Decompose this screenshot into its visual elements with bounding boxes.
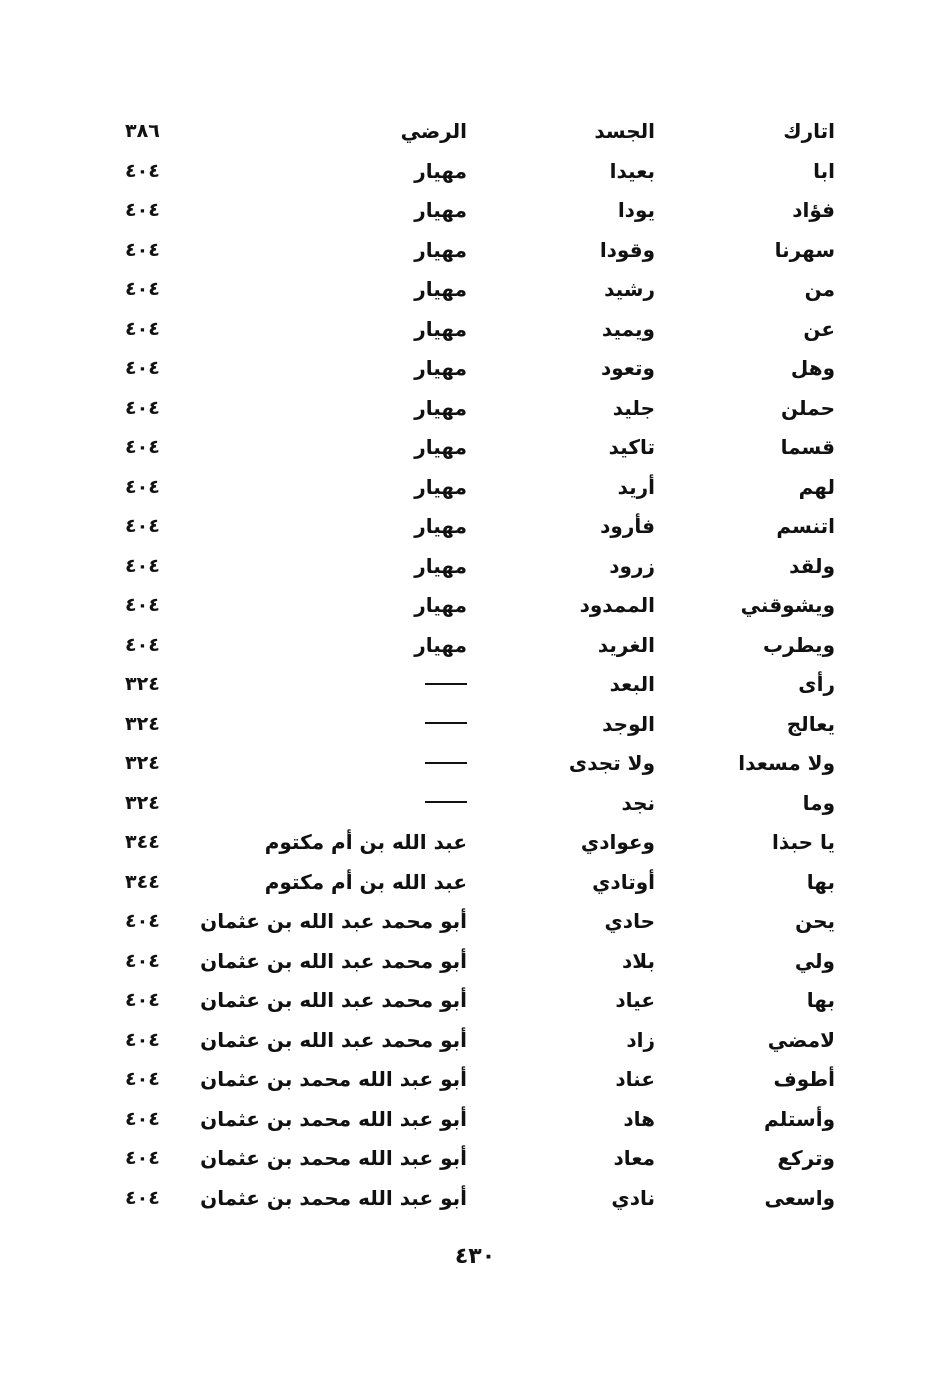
poet-cell bbox=[425, 746, 467, 780]
first-word-cell: اتارك bbox=[783, 119, 835, 143]
page-ref-cell: ٤٠٤ bbox=[125, 317, 160, 340]
empty-dash bbox=[425, 722, 467, 724]
page-ref-cell: ٤٠٤ bbox=[125, 278, 160, 300]
page-ref-cell: ٤٠٤ bbox=[125, 1186, 160, 1209]
poet-cell: مهيار bbox=[414, 158, 467, 183]
rhyme-word-cell: الوجد bbox=[602, 711, 655, 736]
rhyme-word-cell: يودا bbox=[617, 198, 655, 222]
poet-cell: أبو عبد الله محمد بن عثمان bbox=[200, 1146, 467, 1170]
poet-cell: مهيار bbox=[414, 395, 467, 420]
poet-cell: مهيار bbox=[414, 593, 467, 617]
poet-cell: مهيار bbox=[414, 435, 467, 459]
first-word-cell: لهم bbox=[798, 474, 835, 499]
page-ref-cell: ٤٠٤ bbox=[125, 475, 160, 498]
page-ref-cell: ٣٢٤ bbox=[125, 752, 160, 774]
rhyme-word-cell: أوتادي bbox=[592, 869, 655, 894]
first-word-cell: فؤاد bbox=[792, 198, 835, 222]
page-ref-cell: ٤٠٤ bbox=[125, 949, 160, 972]
rhyme-word-cell: معاد bbox=[613, 1146, 655, 1170]
rhyme-word-cell: جليد bbox=[612, 395, 655, 420]
poet-cell: عبد الله بن أم مكتوم bbox=[264, 830, 467, 854]
page-ref-cell: ٤٠٤ bbox=[125, 238, 160, 261]
rhyme-word-cell: أريد bbox=[617, 474, 655, 499]
empty-dash bbox=[425, 683, 467, 685]
rhyme-word-cell: بعيدا bbox=[609, 158, 655, 183]
page-ref-cell: ٤٠٤ bbox=[125, 910, 160, 932]
rhyme-word-cell: البعد bbox=[609, 672, 655, 696]
first-word-cell: ويطرب bbox=[763, 632, 835, 657]
rhyme-word-cell: وتعود bbox=[600, 356, 655, 380]
first-word-cell: بها bbox=[806, 988, 835, 1012]
first-word-cell: ولي bbox=[794, 948, 835, 973]
page-ref-cell: ٤٠٤ bbox=[125, 515, 160, 537]
rhyme-word-cell: زرود bbox=[609, 553, 655, 578]
table-row bbox=[100, 983, 845, 1023]
first-word-cell: سهرنا bbox=[774, 237, 835, 262]
page-number: ٤٣٠ bbox=[454, 1244, 496, 1269]
first-word-cell: وهل bbox=[790, 356, 835, 380]
table-row bbox=[100, 549, 845, 589]
page-ref-cell: ٤٠٤ bbox=[125, 594, 160, 616]
table-row bbox=[100, 1102, 845, 1142]
poet-cell: مهيار bbox=[414, 356, 467, 380]
table-row bbox=[100, 114, 845, 154]
poet-cell: أبو محمد عبد الله بن عثمان bbox=[200, 988, 467, 1012]
first-word-cell: بها bbox=[806, 869, 835, 894]
page-ref-cell: ٣٤٤ bbox=[125, 870, 160, 893]
rhyme-word-cell: بلاد bbox=[622, 948, 655, 973]
first-word-cell: عن bbox=[803, 316, 835, 341]
first-word-cell: وأستلم bbox=[764, 1106, 835, 1131]
page-ref-cell: ٤٠٤ bbox=[125, 554, 160, 577]
first-word-cell: وما bbox=[802, 790, 835, 815]
table-row bbox=[100, 1023, 845, 1063]
poet-cell: أبو محمد عبد الله بن عثمان bbox=[200, 1027, 467, 1052]
page-ref-cell: ٤٠٤ bbox=[125, 396, 160, 419]
table-row bbox=[100, 193, 845, 233]
table-row bbox=[100, 904, 845, 944]
first-word-cell: وتركع bbox=[777, 1146, 835, 1170]
page-ref-cell: ٣٢٤ bbox=[125, 791, 160, 814]
first-word-cell: يا حبذا bbox=[772, 830, 835, 854]
poet-cell: أبو عبد الله محمد بن عثمان bbox=[200, 1106, 467, 1131]
rhyme-word-cell: عياد bbox=[615, 988, 655, 1012]
table-row bbox=[100, 272, 845, 312]
poet-cell: مهيار bbox=[414, 198, 467, 222]
table-row bbox=[100, 1141, 845, 1181]
rhyme-word-cell: الغريد bbox=[597, 632, 655, 657]
page-ref-cell: ٤٠٤ bbox=[125, 159, 160, 182]
poet-cell bbox=[425, 707, 467, 741]
poet-cell: أبو عبد الله محمد بن عثمان bbox=[200, 1185, 467, 1210]
first-word-cell: قسما bbox=[780, 435, 835, 459]
rhyme-word-cell: فأرود bbox=[600, 514, 655, 538]
poet-cell: مهيار bbox=[414, 237, 467, 262]
rhyme-word-cell: وعوادي bbox=[580, 830, 655, 854]
table-row bbox=[100, 430, 845, 470]
rhyme-word-cell: وقودا bbox=[599, 237, 655, 262]
table-row bbox=[100, 1062, 845, 1102]
first-word-cell: اتنسم bbox=[776, 514, 835, 538]
page-ref-cell: ٤٠٤ bbox=[125, 1068, 160, 1090]
page-ref-cell: ٣٢٤ bbox=[125, 712, 160, 735]
table-row bbox=[100, 154, 845, 194]
poet-cell: مهيار bbox=[414, 316, 467, 341]
page-ref-cell: ٣٨٦ bbox=[125, 120, 160, 142]
page-ref-cell: ٤٠٤ bbox=[125, 1147, 160, 1169]
rhyme-word-cell: نجد bbox=[621, 790, 655, 815]
table-row bbox=[100, 944, 845, 984]
rhyme-word-cell: تاكيد bbox=[608, 435, 655, 459]
rhyme-word-cell: الجسد bbox=[594, 119, 655, 143]
rhyme-word-cell: عناد bbox=[615, 1067, 655, 1091]
page-ref-cell: ٤٠٤ bbox=[125, 436, 160, 458]
page-ref-cell: ٤٠٤ bbox=[125, 1107, 160, 1130]
poet-cell bbox=[425, 786, 467, 820]
table-row bbox=[100, 786, 845, 826]
page-ref-cell: ٤٠٤ bbox=[125, 989, 160, 1011]
table-row bbox=[100, 351, 845, 391]
first-word-cell: لامضي bbox=[767, 1027, 835, 1052]
page-ref-cell: ٤٠٤ bbox=[125, 633, 160, 656]
table-row bbox=[100, 865, 845, 905]
first-word-cell: ابا bbox=[813, 158, 835, 183]
table-row bbox=[100, 707, 845, 747]
poet-cell: مهيار bbox=[414, 632, 467, 657]
rhyme-word-cell: ولا تجدى bbox=[568, 751, 655, 775]
first-word-cell: واسعى bbox=[764, 1185, 835, 1210]
first-word-cell: ولا مسعدا bbox=[738, 751, 835, 775]
table-row bbox=[100, 233, 845, 273]
rhyme-word-cell: هاد bbox=[623, 1106, 655, 1131]
rhyme-word-cell: رشيد bbox=[604, 277, 655, 301]
poet-cell: مهيار bbox=[414, 553, 467, 578]
poet-cell: أبو عبد الله محمد بن عثمان bbox=[200, 1067, 467, 1091]
first-word-cell: ويشوقني bbox=[740, 593, 835, 617]
poet-cell: عبد الله بن أم مكتوم bbox=[264, 869, 467, 894]
table-row bbox=[100, 312, 845, 352]
poet-cell: مهيار bbox=[414, 514, 467, 538]
empty-dash bbox=[425, 762, 467, 764]
page-ref-cell: ٣٤٤ bbox=[125, 831, 160, 853]
verse-index-table bbox=[100, 114, 845, 1220]
table-row bbox=[100, 746, 845, 786]
poet-cell: أبو محمد عبد الله بن عثمان bbox=[200, 909, 467, 933]
rhyme-word-cell: ويميد bbox=[601, 316, 655, 341]
first-word-cell: من bbox=[804, 277, 835, 301]
first-word-cell: يحن bbox=[795, 909, 835, 933]
first-word-cell: حملن bbox=[781, 395, 835, 420]
poet-cell: الرضي bbox=[400, 119, 467, 143]
table-row bbox=[100, 391, 845, 431]
rhyme-word-cell: نادي bbox=[611, 1185, 655, 1210]
first-word-cell: رأى bbox=[798, 672, 835, 696]
page-ref-cell: ٣٢٤ bbox=[125, 673, 160, 695]
table-row bbox=[100, 470, 845, 510]
rhyme-word-cell: حادي bbox=[604, 909, 655, 933]
poet-cell bbox=[425, 667, 467, 701]
rhyme-word-cell: زاد bbox=[626, 1027, 655, 1052]
first-word-cell: ولقد bbox=[789, 553, 835, 578]
first-word-cell: أطوف bbox=[773, 1067, 835, 1091]
table-row bbox=[100, 588, 845, 628]
first-word-cell: يعالج bbox=[786, 711, 835, 736]
poet-cell: أبو محمد عبد الله بن عثمان bbox=[200, 948, 467, 973]
table-row bbox=[100, 628, 845, 668]
rhyme-word-cell: الممدود bbox=[579, 593, 655, 617]
poet-cell: مهيار bbox=[414, 474, 467, 499]
page-ref-cell: ٤٠٤ bbox=[125, 1028, 160, 1051]
table-row bbox=[100, 825, 845, 865]
poet-cell: مهيار bbox=[414, 277, 467, 301]
page-ref-cell: ٤٠٤ bbox=[125, 357, 160, 379]
page-ref-cell: ٤٠٤ bbox=[125, 199, 160, 221]
empty-dash bbox=[425, 801, 467, 803]
table-row bbox=[100, 509, 845, 549]
table-row bbox=[100, 667, 845, 707]
table-row bbox=[100, 1181, 845, 1221]
